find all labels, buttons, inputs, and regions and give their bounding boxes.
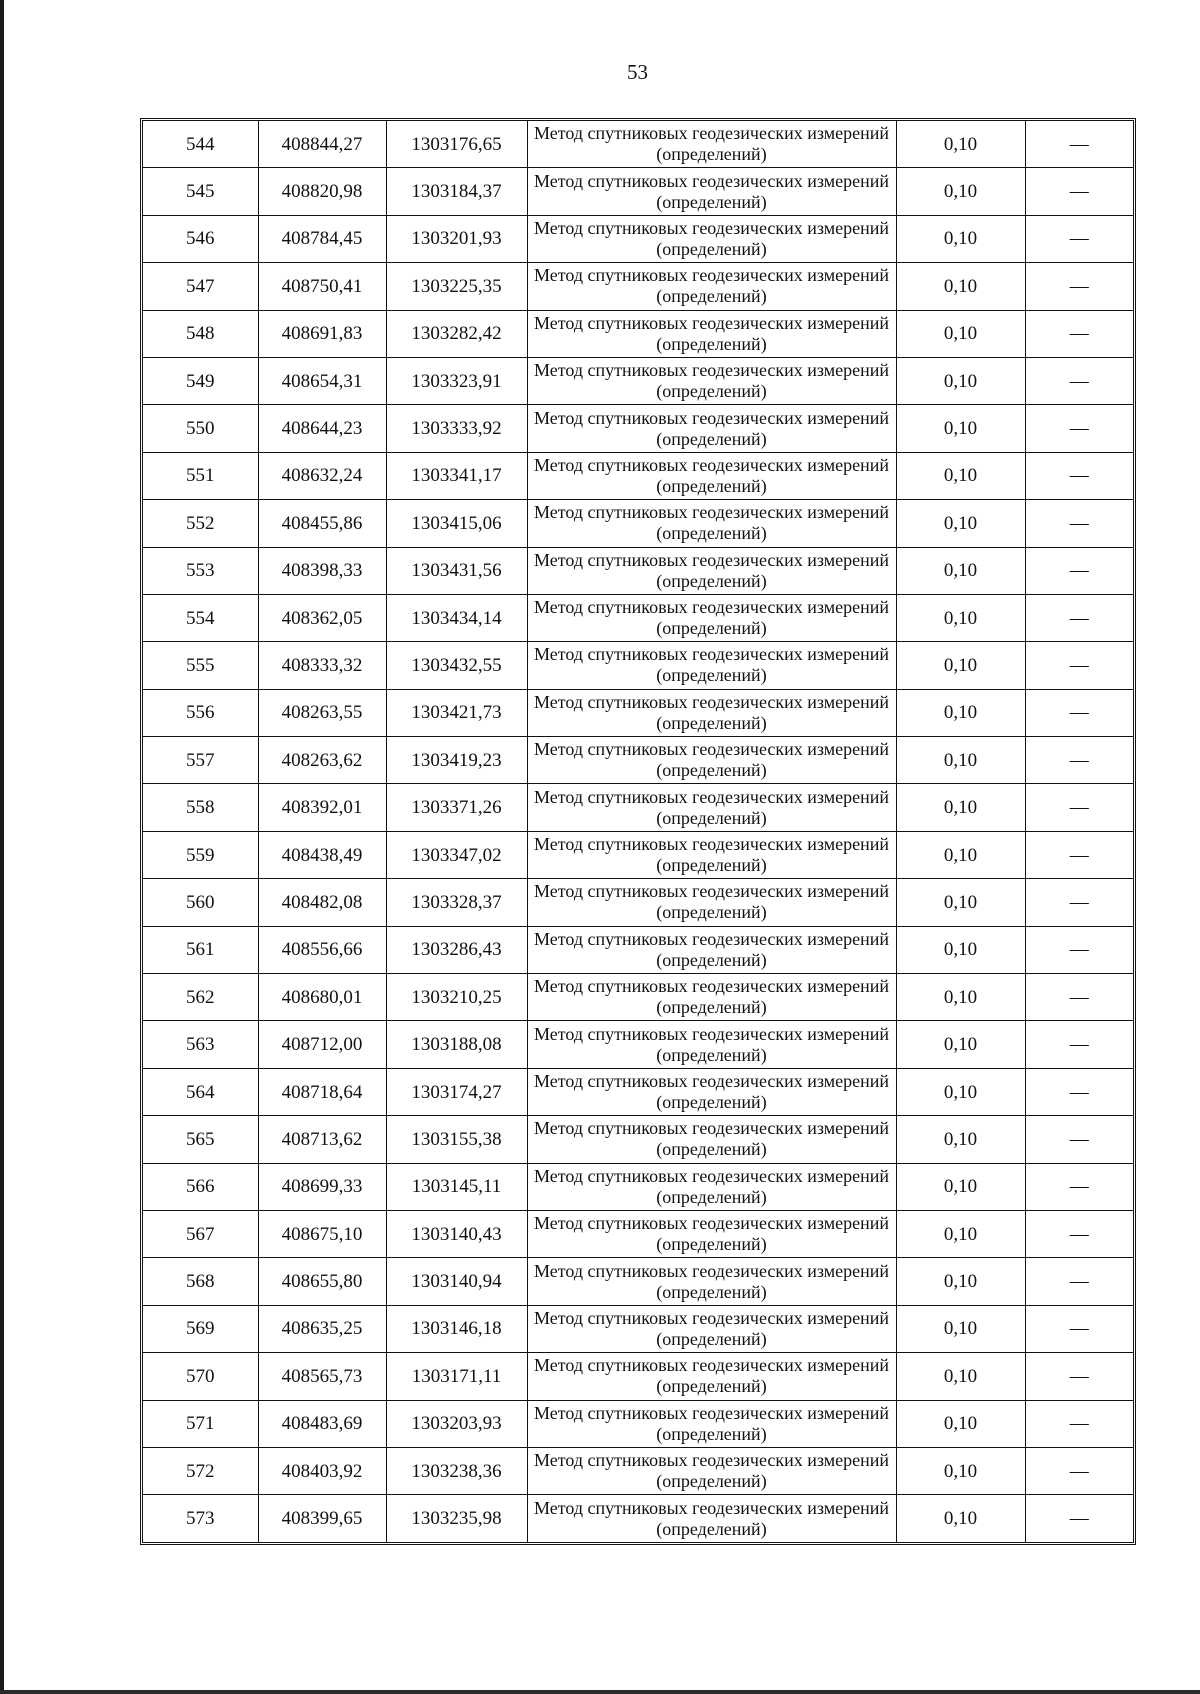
coordinates-table: [140, 118, 1136, 1545]
method-cell: Метод спутниковых геодезических измерений (определений): [527, 1258, 896, 1305]
method-cell: Метод спутниковых геодезических измерений (определений): [527, 879, 896, 926]
method-cell: Метод спутниковых геодезических измерений (определений): [527, 784, 896, 831]
note-cell: —: [1025, 689, 1133, 736]
method-cell: Метод спутниковых геодезических измерений (определений): [527, 1447, 896, 1494]
y-coordinate-cell: 1303188,08: [386, 1021, 527, 1068]
note-cell: —: [1025, 121, 1133, 168]
x-coordinate-cell: 408644,23: [258, 405, 386, 452]
note-cell: —: [1025, 1163, 1133, 1210]
method-cell: Метод спутниковых геодезических измерений (определений): [527, 1353, 896, 1400]
note-cell: —: [1025, 1305, 1133, 1352]
x-coordinate-cell: 408632,24: [258, 452, 386, 499]
y-coordinate-cell: 1303145,11: [386, 1163, 527, 1210]
table-row: [143, 357, 1133, 404]
x-coordinate-cell: 408680,01: [258, 974, 386, 1021]
point-number-cell: 556: [143, 689, 258, 736]
table-row: [143, 1210, 1133, 1257]
point-number-cell: 555: [143, 642, 258, 689]
method-cell: Метод спутниковых геодезических измерений (определений): [527, 1163, 896, 1210]
method-cell: Метод спутниковых геодезических измерений (определений): [527, 310, 896, 357]
accuracy-cell: 0,10: [896, 1353, 1025, 1400]
table-row: [143, 1021, 1133, 1068]
point-number-cell: 559: [143, 831, 258, 878]
method-cell: Метод спутниковых геодезических измерений (определений): [527, 926, 896, 973]
method-cell: Метод спутниковых геодезических измерений (определений): [527, 1210, 896, 1257]
note-cell: —: [1025, 168, 1133, 215]
x-coordinate-cell: 408712,00: [258, 1021, 386, 1068]
accuracy-cell: 0,10: [896, 831, 1025, 878]
x-coordinate-cell: 408699,33: [258, 1163, 386, 1210]
y-coordinate-cell: 1303171,11: [386, 1353, 527, 1400]
x-coordinate-cell: 408392,01: [258, 784, 386, 831]
accuracy-cell: 0,10: [896, 1116, 1025, 1163]
table-row: [143, 594, 1133, 641]
scan-edge-bottom: [0, 1690, 1200, 1694]
table-row: [143, 1163, 1133, 1210]
point-number-cell: 544: [143, 121, 258, 168]
point-number-cell: 565: [143, 1116, 258, 1163]
note-cell: —: [1025, 642, 1133, 689]
x-coordinate-cell: 408556,66: [258, 926, 386, 973]
accuracy-cell: 0,10: [896, 594, 1025, 641]
x-coordinate-cell: 408565,73: [258, 1353, 386, 1400]
table-row: [143, 1353, 1133, 1400]
y-coordinate-cell: 1303146,18: [386, 1305, 527, 1352]
method-cell: Метод спутниковых геодезических измерений (определений): [527, 831, 896, 878]
table-row: [143, 547, 1133, 594]
x-coordinate-cell: 408750,41: [258, 263, 386, 310]
method-cell: Метод спутниковых геодезических измерений (определений): [527, 1116, 896, 1163]
note-cell: —: [1025, 310, 1133, 357]
point-number-cell: 553: [143, 547, 258, 594]
x-coordinate-cell: 408333,32: [258, 642, 386, 689]
accuracy-cell: 0,10: [896, 784, 1025, 831]
y-coordinate-cell: 1303176,65: [386, 121, 527, 168]
y-coordinate-cell: 1303286,43: [386, 926, 527, 973]
note-cell: —: [1025, 1021, 1133, 1068]
table-row: [143, 452, 1133, 499]
method-cell: Метод спутниковых геодезических измерений (определений): [527, 547, 896, 594]
point-number-cell: 568: [143, 1258, 258, 1305]
x-coordinate-cell: 408438,49: [258, 831, 386, 878]
y-coordinate-cell: 1303431,56: [386, 547, 527, 594]
method-cell: Метод спутниковых геодезических измерений (определений): [527, 737, 896, 784]
accuracy-cell: 0,10: [896, 1068, 1025, 1115]
accuracy-cell: 0,10: [896, 926, 1025, 973]
method-cell: Метод спутниковых геодезических измерений (определений): [527, 594, 896, 641]
accuracy-cell: 0,10: [896, 452, 1025, 499]
x-coordinate-cell: 408263,55: [258, 689, 386, 736]
note-cell: —: [1025, 263, 1133, 310]
table-row: [143, 974, 1133, 1021]
accuracy-cell: 0,10: [896, 737, 1025, 784]
y-coordinate-cell: 1303347,02: [386, 831, 527, 878]
table-row: [143, 737, 1133, 784]
accuracy-cell: 0,10: [896, 879, 1025, 926]
x-coordinate-cell: 408635,25: [258, 1305, 386, 1352]
accuracy-cell: 0,10: [896, 1305, 1025, 1352]
accuracy-cell: 0,10: [896, 263, 1025, 310]
point-number-cell: 567: [143, 1210, 258, 1257]
x-coordinate-cell: 408263,62: [258, 737, 386, 784]
accuracy-cell: 0,10: [896, 1210, 1025, 1257]
method-cell: Метод спутниковых геодезических измерений (определений): [527, 121, 896, 168]
point-number-cell: 548: [143, 310, 258, 357]
y-coordinate-cell: 1303341,17: [386, 452, 527, 499]
accuracy-cell: 0,10: [896, 405, 1025, 452]
note-cell: —: [1025, 1210, 1133, 1257]
point-number-cell: 550: [143, 405, 258, 452]
method-cell: Метод спутниковых геодезических измерений (определений): [527, 452, 896, 499]
y-coordinate-cell: 1303184,37: [386, 168, 527, 215]
table-row: [143, 121, 1133, 168]
y-coordinate-cell: 1303140,43: [386, 1210, 527, 1257]
y-coordinate-cell: 1303371,26: [386, 784, 527, 831]
point-number-cell: 564: [143, 1068, 258, 1115]
table-row: [143, 405, 1133, 452]
point-number-cell: 561: [143, 926, 258, 973]
accuracy-cell: 0,10: [896, 215, 1025, 262]
note-cell: —: [1025, 879, 1133, 926]
x-coordinate-cell: 408362,05: [258, 594, 386, 641]
method-cell: Метод спутниковых геодезических измерений (определений): [527, 168, 896, 215]
x-coordinate-cell: 408483,69: [258, 1400, 386, 1447]
method-cell: Метод спутниковых геодезических измерений (определений): [527, 215, 896, 262]
note-cell: —: [1025, 405, 1133, 452]
y-coordinate-cell: 1303432,55: [386, 642, 527, 689]
table-row: [143, 215, 1133, 262]
accuracy-cell: 0,10: [896, 547, 1025, 594]
note-cell: —: [1025, 215, 1133, 262]
y-coordinate-cell: 1303282,42: [386, 310, 527, 357]
x-coordinate-cell: 408654,31: [258, 357, 386, 404]
note-cell: —: [1025, 926, 1133, 973]
point-number-cell: 562: [143, 974, 258, 1021]
y-coordinate-cell: 1303201,93: [386, 215, 527, 262]
y-coordinate-cell: 1303328,37: [386, 879, 527, 926]
accuracy-cell: 0,10: [896, 1021, 1025, 1068]
note-cell: —: [1025, 1447, 1133, 1494]
accuracy-cell: 0,10: [896, 1163, 1025, 1210]
table-row: [143, 642, 1133, 689]
x-coordinate-cell: 408820,98: [258, 168, 386, 215]
point-number-cell: 545: [143, 168, 258, 215]
method-cell: Метод спутниковых геодезических измерений (определений): [527, 500, 896, 547]
table-row: [143, 1068, 1133, 1115]
y-coordinate-cell: 1303421,73: [386, 689, 527, 736]
point-number-cell: 557: [143, 737, 258, 784]
method-cell: Метод спутниковых геодезических измерений (определений): [527, 642, 896, 689]
note-cell: —: [1025, 784, 1133, 831]
table-row: [143, 1305, 1133, 1352]
point-number-cell: 552: [143, 500, 258, 547]
note-cell: —: [1025, 974, 1133, 1021]
accuracy-cell: 0,10: [896, 974, 1025, 1021]
note-cell: —: [1025, 357, 1133, 404]
point-number-cell: 569: [143, 1305, 258, 1352]
point-number-cell: 551: [143, 452, 258, 499]
table-row: [143, 168, 1133, 215]
y-coordinate-cell: 1303140,94: [386, 1258, 527, 1305]
table-row: [143, 1258, 1133, 1305]
accuracy-cell: 0,10: [896, 1258, 1025, 1305]
point-number-cell: 549: [143, 357, 258, 404]
note-cell: —: [1025, 547, 1133, 594]
point-number-cell: 572: [143, 1447, 258, 1494]
x-coordinate-cell: 408403,92: [258, 1447, 386, 1494]
y-coordinate-cell: 1303419,23: [386, 737, 527, 784]
x-coordinate-cell: 408399,65: [258, 1495, 386, 1542]
y-coordinate-cell: 1303225,35: [386, 263, 527, 310]
point-number-cell: 570: [143, 1353, 258, 1400]
x-coordinate-cell: 408784,45: [258, 215, 386, 262]
note-cell: —: [1025, 1258, 1133, 1305]
accuracy-cell: 0,10: [896, 310, 1025, 357]
point-number-cell: 558: [143, 784, 258, 831]
point-number-cell: 563: [143, 1021, 258, 1068]
x-coordinate-cell: 408691,83: [258, 310, 386, 357]
note-cell: —: [1025, 452, 1133, 499]
point-number-cell: 554: [143, 594, 258, 641]
method-cell: Метод спутниковых геодезических измерений (определений): [527, 1305, 896, 1352]
accuracy-cell: 0,10: [896, 357, 1025, 404]
method-cell: Метод спутниковых геодезических измерений (определений): [527, 689, 896, 736]
x-coordinate-cell: 408713,62: [258, 1116, 386, 1163]
method-cell: Метод спутниковых геодезических измерений (определений): [527, 357, 896, 404]
accuracy-cell: 0,10: [896, 642, 1025, 689]
x-coordinate-cell: 408455,86: [258, 500, 386, 547]
table-row: [143, 879, 1133, 926]
y-coordinate-cell: 1303333,92: [386, 405, 527, 452]
accuracy-cell: 0,10: [896, 689, 1025, 736]
point-number-cell: 571: [143, 1400, 258, 1447]
method-cell: Метод спутниковых геодезических измерений (определений): [527, 1021, 896, 1068]
y-coordinate-cell: 1303210,25: [386, 974, 527, 1021]
method-cell: Метод спутниковых геодезических измерений (определений): [527, 1068, 896, 1115]
x-coordinate-cell: 408398,33: [258, 547, 386, 594]
table-row: [143, 926, 1133, 973]
table-row: [143, 310, 1133, 357]
note-cell: —: [1025, 737, 1133, 784]
table-row: [143, 500, 1133, 547]
note-cell: —: [1025, 500, 1133, 547]
point-number-cell: 547: [143, 263, 258, 310]
table-row: [143, 1495, 1133, 1542]
note-cell: —: [1025, 1353, 1133, 1400]
method-cell: Метод спутниковых геодезических измерений (определений): [527, 974, 896, 1021]
table-row: [143, 263, 1133, 310]
page-number: 53: [627, 60, 648, 84]
point-number-cell: 566: [143, 1163, 258, 1210]
y-coordinate-cell: 1303415,06: [386, 500, 527, 547]
note-cell: —: [1025, 1495, 1133, 1542]
scan-edge-left: [0, 0, 4, 1694]
x-coordinate-cell: 408675,10: [258, 1210, 386, 1257]
note-cell: —: [1025, 1116, 1133, 1163]
accuracy-cell: 0,10: [896, 1447, 1025, 1494]
method-cell: Метод спутниковых геодезических измерений (определений): [527, 1495, 896, 1542]
table-row: [143, 689, 1133, 736]
accuracy-cell: 0,10: [896, 500, 1025, 547]
y-coordinate-cell: 1303155,38: [386, 1116, 527, 1163]
note-cell: —: [1025, 831, 1133, 878]
accuracy-cell: 0,10: [896, 168, 1025, 215]
x-coordinate-cell: 408482,08: [258, 879, 386, 926]
accuracy-cell: 0,10: [896, 1495, 1025, 1542]
x-coordinate-cell: 408844,27: [258, 121, 386, 168]
y-coordinate-cell: 1303238,36: [386, 1447, 527, 1494]
y-coordinate-cell: 1303434,14: [386, 594, 527, 641]
table-row: [143, 1400, 1133, 1447]
table-row: [143, 831, 1133, 878]
y-coordinate-cell: 1303323,91: [386, 357, 527, 404]
note-cell: —: [1025, 1068, 1133, 1115]
y-coordinate-cell: 1303203,93: [386, 1400, 527, 1447]
accuracy-cell: 0,10: [896, 1400, 1025, 1447]
note-cell: —: [1025, 594, 1133, 641]
point-number-cell: 573: [143, 1495, 258, 1542]
point-number-cell: 546: [143, 215, 258, 262]
method-cell: Метод спутниковых геодезических измерений (определений): [527, 263, 896, 310]
y-coordinate-cell: 1303174,27: [386, 1068, 527, 1115]
table-row: [143, 1116, 1133, 1163]
table-row: [143, 1447, 1133, 1494]
note-cell: —: [1025, 1400, 1133, 1447]
point-number-cell: 560: [143, 879, 258, 926]
x-coordinate-cell: 408718,64: [258, 1068, 386, 1115]
y-coordinate-cell: 1303235,98: [386, 1495, 527, 1542]
table-body: [143, 121, 1133, 1542]
method-cell: Метод спутниковых геодезических измерений (определений): [527, 1400, 896, 1447]
accuracy-cell: 0,10: [896, 121, 1025, 168]
x-coordinate-cell: 408655,80: [258, 1258, 386, 1305]
table-row: [143, 784, 1133, 831]
method-cell: Метод спутниковых геодезических измерений (определений): [527, 405, 896, 452]
